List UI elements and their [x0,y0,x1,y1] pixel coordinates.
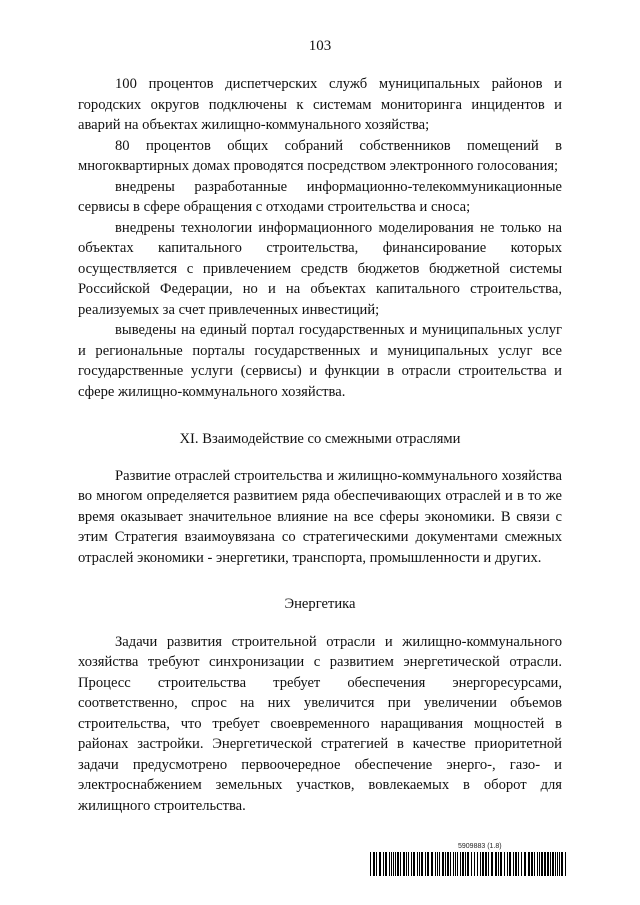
paragraph-related-industries: Развитие отраслей строительства и жилищно-коммунального хозяйства во многом определяется развитием ряда обеспечивающих отраслей и в то же время оказывает значительное влияние на все сферы экономики. В связи с этим Стратегия взаимоувязана со стратегическими документами смежных отраслей экономики - энергетики, транспорта, промышленности и других. [78,467,562,566]
section-heading-xi: XI. Взаимодействие со смежными отраслями [179,431,461,447]
paragraph-waste-services: внедрены разработанные информационно-телекоммуникационные сервисы в сфере обращения с отходами строительства и сноса; [78,178,562,215]
barcode-image [370,852,570,876]
page-number: 103 [308,38,332,54]
paragraph-owner-meetings: 80 процентов общих собраний собственников помещений в многоквартирных домах проводятся посредством электронного голосования; [78,137,562,174]
paragraph-dispatch-services: 100 процентов диспетчерских служб муниципальных районов и городских округов подключены к системам мониторинга инцидентов и аварий на объектах жилищно-коммунального хозяйства; [78,76,562,133]
paragraph-bim-technologies: внедрены технологии информационного моделирования не только на объектах капитального строительства, финансирование которых осуществляется с привлечением средств бюджетов бюджетной системы Российской Федерации, но и на объектах капитального строительства, реализуемых за счет привлеченных инвестиций; [78,219,562,318]
barcode-block [370,843,570,876]
section-heading-energy: Энергетика [284,596,356,612]
paragraph-public-services-portal: выведены на единый портал государственных и муниципальных услуг и региональные порталы государственных и муниципальных услуг все государственные услуги (сервисы) и функции в отрасли строительства и сфере жилищно-коммунального хозяйства. [78,322,562,400]
barcode-label: 5909883 (1.8) [458,843,502,850]
document-body [78,74,562,816]
paragraph-energy: Задачи развития строительной отрасли и жилищно-коммунального хозяйства требуют синхронизации с развитием энергетической отрасли. Процесс строительства требует обеспечения энергоресурсами, соответственно, спрос на них увеличится при увеличении объемов строительства, что требует своевременного наращивания мощностей в районах застройки. Энергетической стратегией в качестве приоритетной задачи предусмотрено первоочередное обеспечение энерго-, газо- и электроснабжением земельных участков, вовлекаемых в оборот для жилищного строительства. [78,633,562,814]
